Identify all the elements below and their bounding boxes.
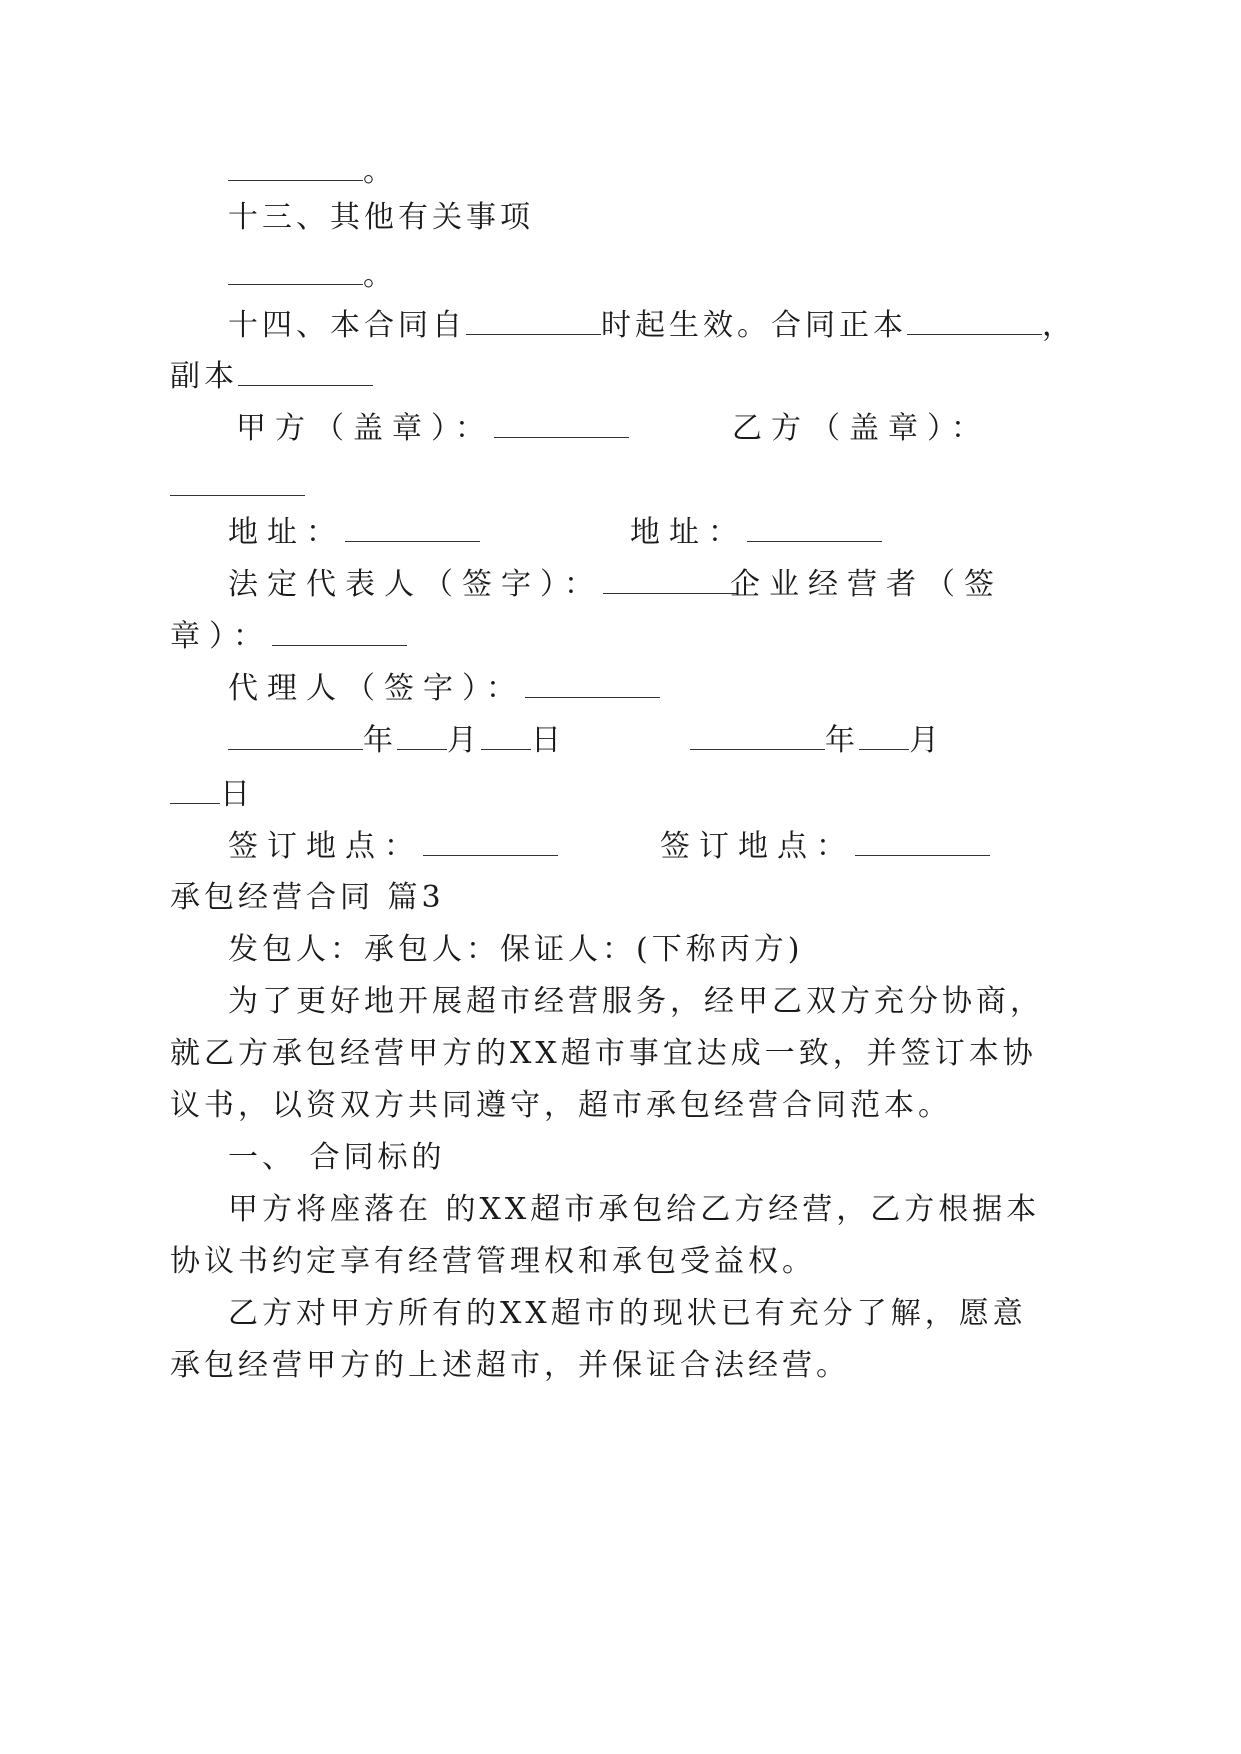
party-b-seal-blank: [170, 467, 305, 507]
fill-blank: [228, 256, 363, 285]
para1-line3: 议书，以资双方共同遵守，超市承包经营合同范本。: [170, 1088, 952, 1123]
sign-place-right: 签订地点：: [660, 827, 990, 867]
blank-line-12: 。: [228, 152, 397, 192]
date-right: 年 月: [690, 721, 943, 761]
blank-line-13: 。: [228, 256, 397, 296]
address-right: 地址：: [630, 513, 882, 553]
date-left: 年 月 日: [228, 721, 565, 761]
fill-blank: [170, 775, 220, 804]
fill-blank: [525, 669, 660, 698]
fill-blank: [747, 513, 882, 542]
fill-blank: [466, 306, 601, 335]
section-heading: 承包经营合同 篇3: [170, 880, 445, 915]
para3-line1: 乙方对甲方所有的XX超市的现状已有充分了解，愿意: [228, 1296, 1027, 1331]
copies-line: 副本: [170, 357, 373, 397]
section1-title: 一、 合同标的: [228, 1140, 446, 1175]
fill-blank: [907, 306, 1042, 335]
fill-blank: [690, 721, 825, 750]
address-left: 地址：: [228, 513, 480, 553]
fill-blank: [272, 617, 407, 646]
clause-14-line: 十四、本合同自 时起生效。合同正本 ，: [228, 308, 1076, 343]
fill-blank: [397, 721, 447, 750]
fill-blank: [859, 721, 909, 750]
fill-blank: [603, 565, 738, 594]
parties-line: 发包人：承包人：保证人：(下称丙方): [228, 932, 804, 967]
para1-line1: 为了更好地开展超市经营服务，经甲乙双方充分协商，: [228, 984, 1044, 1019]
operator-sign-cont: 章）：: [170, 617, 407, 657]
legal-rep: 法定代表人（签字）：: [228, 565, 738, 605]
fill-blank: [481, 721, 531, 750]
fill-blank: [345, 513, 480, 542]
fill-blank: [228, 721, 363, 750]
clause-13-title: 十三、其他有关事项: [228, 200, 534, 235]
fill-blank: [170, 467, 305, 496]
para1-line2: 就乙方承包经营甲方的XX超市事宜达成一致，并签订本协: [170, 1036, 1037, 1071]
agent-sign: 代理人（签字）：: [228, 669, 660, 709]
party-a-seal: 甲方（盖章）：: [236, 409, 629, 449]
sign-place-left: 签订地点：: [228, 827, 558, 867]
fill-blank: [228, 152, 363, 181]
fill-blank: [494, 409, 629, 438]
para3-line2: 承包经营甲方的上述超市，并保证合法经营。: [170, 1348, 850, 1383]
fill-blank: [238, 357, 373, 386]
fill-blank: [855, 827, 990, 856]
para2-line2: 协议书约定享有经营管理权和承包受益权。: [170, 1244, 816, 1279]
date-right-cont: 日: [170, 775, 254, 815]
operator-sign: 企业经营者（签: [730, 567, 1003, 602]
fill-blank: [423, 827, 558, 856]
party-b-seal: 乙方（盖章）：: [732, 411, 990, 446]
para2-line1: 甲方将座落在 的XX超市承包给乙方经营，乙方根据本: [228, 1192, 1041, 1227]
